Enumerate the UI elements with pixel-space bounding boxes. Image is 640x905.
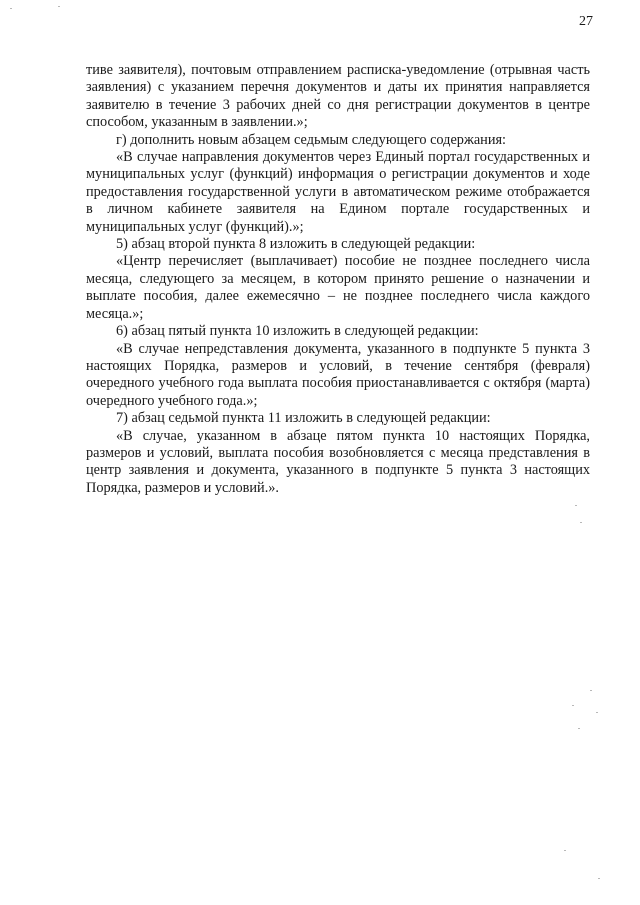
paragraph-item-6: 6) абзац пятый пункта 10 изложить в следующей редакции: [116,323,479,340]
paragraph-item-7: 7) абзац седьмой пункта 11 изложить в следующей редакции: [116,410,491,427]
paragraph-continuation: тиве заявителя), почтовым отправлением расписка-уведомление (отрывная часть заявления) с указанием перечня документов и даты их принятия направляется заявителю в течение 3 рабочих дней со дня регистрации документов в центре способом, указанным в заявлении.»; [86,62,590,131]
scan-speck [590,690,592,691]
paragraph-quote-resumption: «В случае, указанном в абзаце пятом пункта 10 настоящих Порядка, размеров и условий, выплата пособия возобновляется с месяца представления в центр заявления и документа, указанного в подпункте 5 пункта 3 настоящих Порядка, размеров и условий.». [86,427,590,496]
document-body [86,62,590,497]
scan-speck [564,850,566,851]
scan-speck [10,8,12,9]
page-number: 27 [579,14,593,29]
paragraph-quote-payment: «Центр перечисляет (выплачивает) пособие не позднее последнего числа месяца, следующего за месяцем, в котором принято решение о назначении и выплате пособия, далее ежемесячно – не позднее последнего числа каждого месяца.»; [86,253,590,322]
scan-speck [58,6,60,7]
paragraph-item-g: г) дополнить новым абзацем седьмым следующего содержания: [116,131,507,148]
scan-speck [575,505,577,506]
scan-speck [580,522,582,523]
paragraph-quote-suspension: «В случае непредставления документа, указанного в подпункте 5 пункта 3 настоящих Порядка, размеров и условий, в течение сентября (февраля) очередного учебного года выплата пособия приостанавливается с октября (марта) очередного учебного года.»; [86,340,590,409]
scan-speck [596,712,598,713]
scan-speck [598,878,600,879]
scan-speck [578,728,580,729]
paragraph-quote-portal: «В случае направления документов через Единый портал государственных и муниципальных услуг (функций) информация о регистрации документов и ходе предоставления государственной услуги в автоматическом режиме отображается в личном кабинете заявителя на Едином портале государственных и муниципальных услуг (функций).»; [86,149,590,235]
paragraph-item-5: 5) абзац второй пункта 8 изложить в следующей редакции: [116,236,476,253]
scan-speck [572,705,574,706]
